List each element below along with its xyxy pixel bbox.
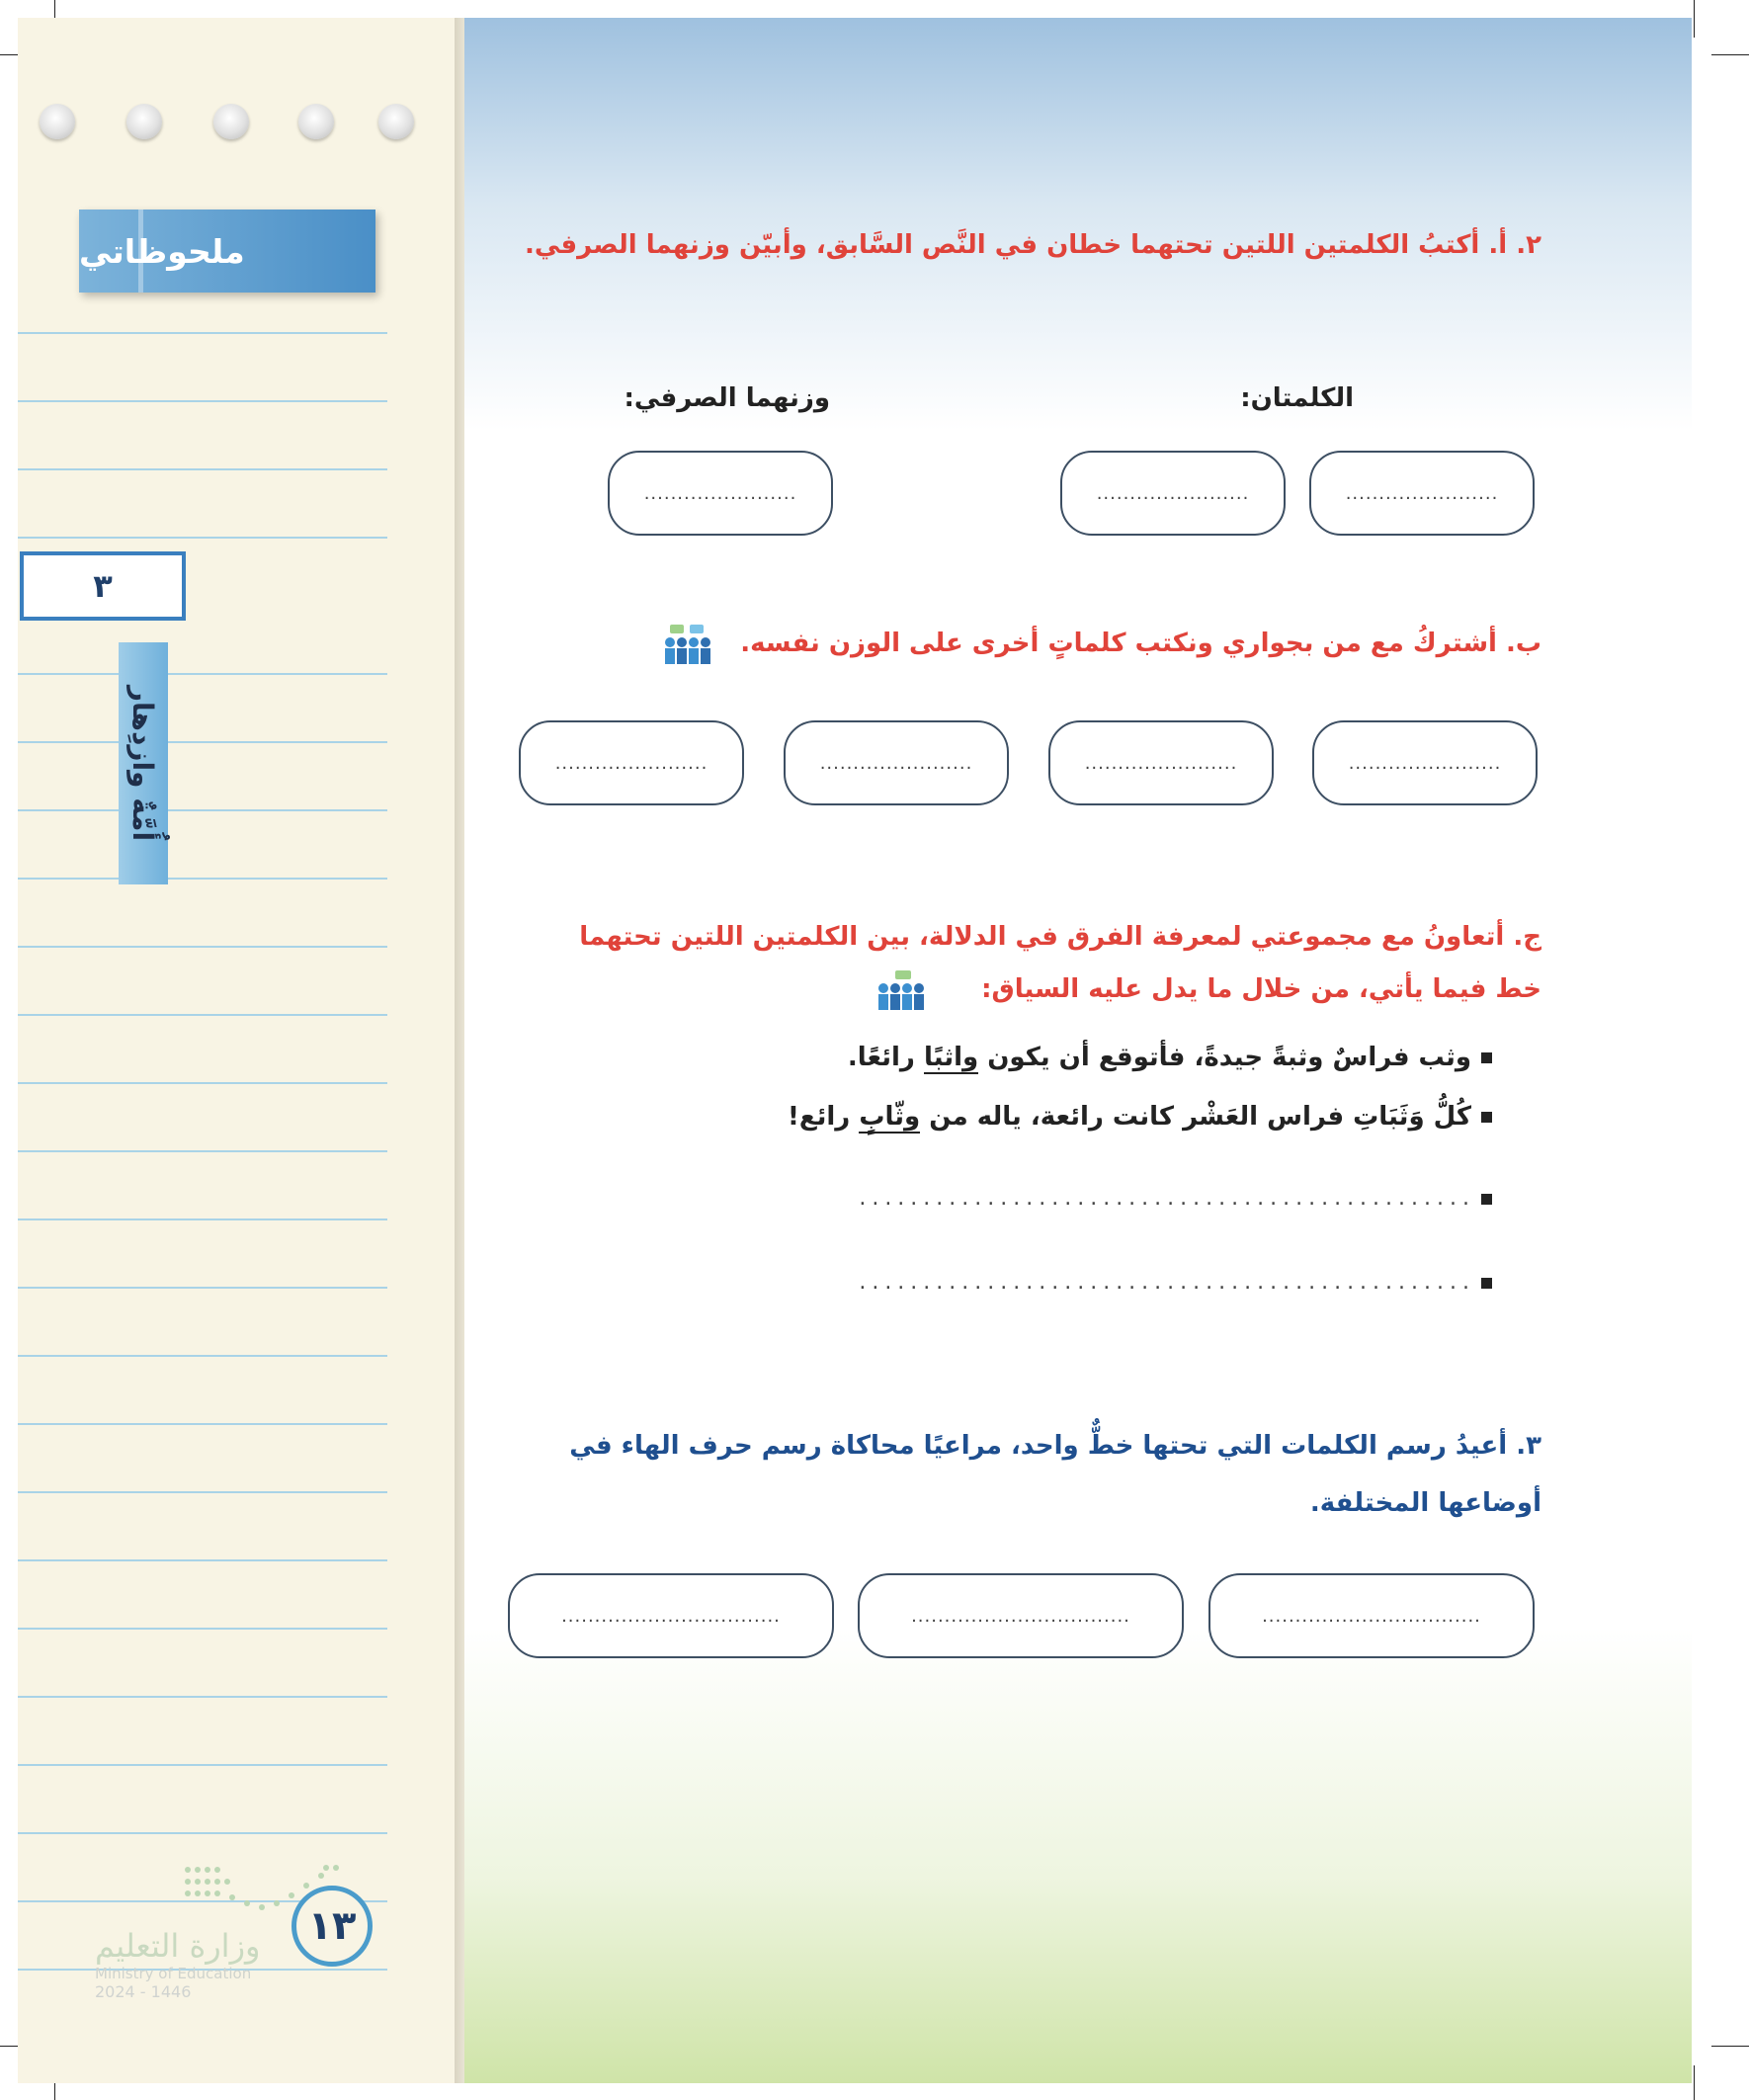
bullet-icon [1481, 1052, 1492, 1063]
answer-line-2[interactable]: ................................................ [761, 1270, 1492, 1295]
unit-name: أُمَّةٌ وازدِهار [126, 685, 160, 842]
binder-ring-icon [298, 104, 334, 139]
answer-box-word-2[interactable]: ....................... [1060, 451, 1286, 536]
answer-box-weight[interactable]: ....................... [608, 451, 833, 536]
unit-number: ٣ [93, 567, 113, 605]
context-sentence-2: كُلُّ وَثَبَاتِ فراس العَشْر كانت رائعة، ياله من وثّابٍ رائع! [692, 1102, 1492, 1132]
binder-ring-icon [213, 104, 249, 139]
notes-title: ملحوظاتي [79, 231, 245, 271]
label-words: الكلمتان: [1240, 383, 1354, 413]
context-sentence-1: وثب فراسٌ وثبةً جيدةً، فأتوقع أن يكون واثبًا رائعًا. [771, 1043, 1492, 1072]
ministry-name-ar: وزارة التعليم [95, 1927, 261, 1965]
answer-box-word-1[interactable]: ....................... [1309, 451, 1535, 536]
label-weight: وزنهما الصرفي: [624, 383, 830, 413]
crop-mark [1694, 2065, 1695, 2100]
unit-number-box [20, 551, 186, 621]
question-2c-line2: خط فيما يأتي، من خلال ما يدل عليه السياق: [771, 966, 1541, 1012]
group-discussion-icon [874, 970, 933, 1010]
answer-box-same-weight-4[interactable]: ....................... [519, 720, 744, 805]
notes-sidebar [18, 18, 467, 2083]
answer-line-1[interactable]: ................................................ [761, 1186, 1492, 1211]
crop-mark [1694, 0, 1695, 38]
underlined-word: وثّابٍ [859, 1102, 921, 1132]
notes-title-tab [79, 210, 375, 293]
question-3-line2: أوضاعها المختلفة. [1309, 1488, 1541, 1518]
answer-box-same-weight-3[interactable]: ....................... [784, 720, 1009, 805]
unit-name-ribbon [119, 642, 168, 884]
answer-box-same-weight-1[interactable]: ....................... [1312, 720, 1538, 805]
binder-ring-icon [126, 104, 162, 139]
ministry-logo [95, 1927, 292, 2001]
page-number: ١٣ [292, 1886, 373, 1967]
binder-ring-icon [40, 104, 75, 139]
question-2c-line1: ج. أتعاونُ مع مجموعتي لمعرفة الفرق في الدلالة، بين الكلمتين اللتين تحتهما [579, 922, 1541, 952]
crop-mark [1711, 2046, 1749, 2047]
binder-ring-icon [378, 104, 414, 139]
question-2a: ٢. أ. أكتبُ الكلمتين اللتين تحتهما خطان في النَّص السَّابق، وأبيّن وزنهما الصرفي. [524, 230, 1541, 260]
answer-box-rewrite-3[interactable]: ................................. [508, 1573, 834, 1658]
group-discussion-icon [660, 625, 719, 664]
answer-box-rewrite-1[interactable]: ................................. [1208, 1573, 1535, 1658]
answer-box-same-weight-2[interactable]: ....................... [1048, 720, 1274, 805]
ministry-name-en: Ministry of Education [95, 1965, 252, 1982]
ministry-year: 2024 - 1446 [95, 1982, 192, 2001]
question-3-line1: ٣. أعيدُ رسم الكلمات التي تحتها خطٌّ واحد، مراعيًا محاكاة رسم حرف الهاء في [569, 1431, 1541, 1461]
underlined-word: واثبًا [923, 1043, 979, 1072]
bullet-icon [1481, 1112, 1492, 1123]
question-2b: ب. أشتركُ مع من بجواري ونكتب كلماتٍ أخرى على الوزن نفسه. [652, 621, 1541, 666]
crop-mark [1711, 54, 1749, 55]
answer-box-rewrite-2[interactable]: ................................. [858, 1573, 1184, 1658]
